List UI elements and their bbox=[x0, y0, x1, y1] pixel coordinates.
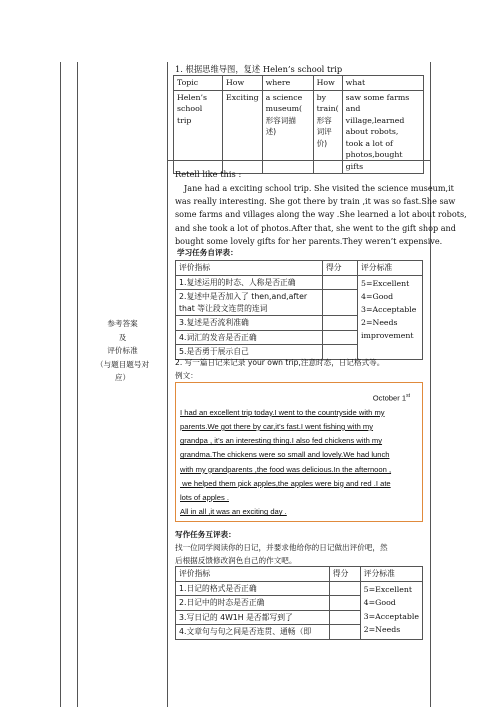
frame-left-line bbox=[60, 62, 61, 707]
mindmap-cell-where: a science museum( 形容词描 述) bbox=[262, 90, 313, 174]
essay-line: I had an excellent trip today.I went to the countryside with my bbox=[180, 407, 385, 417]
self-eval-row: 3.复述是否流利准确 bbox=[176, 316, 423, 331]
essay-line: we helped them pick apples,the apples were big and red .I ate bbox=[180, 478, 391, 488]
mindmap-cell-what: saw some farms and village,learned about robots, took a lot of photos,bought gifts bbox=[342, 90, 423, 174]
frame-col2-line bbox=[167, 62, 168, 707]
score-cell[interactable] bbox=[323, 316, 358, 331]
frame-right-line bbox=[430, 62, 431, 707]
peer-eval-row: 2.日记中的时态是否正确 bbox=[176, 596, 423, 611]
peer-eval-title: 写作任务互评表： bbox=[175, 530, 236, 539]
essay-line: parents.We got there by car,it’s fast.I went fishing with my bbox=[180, 421, 374, 431]
section2-heading: 2. 写一篇日记来记录 your own trip,注意时态，日记格式等。 bbox=[175, 358, 385, 367]
score-cell[interactable] bbox=[329, 625, 360, 640]
mindmap-cell-topic: Helen’s school trip bbox=[174, 90, 223, 174]
essay-date: October 1st bbox=[372, 393, 410, 403]
score-cell[interactable] bbox=[323, 290, 358, 316]
retell-paragraph: Jane had a exciting school trip. She visited the science museum,it was really interesting. She got there by train ,it was so fast.She saw some farms and villages along the way .She learned a lot about robots, and she took a lot of photos.After that, she went to the gift shop and bought some lovely gifts for her parents.They weren’t expensive. bbox=[175, 183, 467, 246]
score-cell[interactable] bbox=[323, 330, 358, 345]
table-header: 评分标准 bbox=[360, 567, 422, 582]
self-eval-row: 5.是否勇于展示自己 bbox=[176, 345, 423, 360]
retell-label: Retell like this : bbox=[175, 169, 242, 179]
table-header: 评价指标 bbox=[176, 567, 330, 582]
table-header: 评价指标 bbox=[176, 261, 323, 276]
table-header: 得分 bbox=[323, 261, 358, 276]
table-header: 得分 bbox=[329, 567, 360, 582]
criteria-cell: 5=Excellent 4=Good 3=Acceptable 2=Needs bbox=[360, 581, 422, 639]
score-cell[interactable] bbox=[329, 596, 360, 611]
frame-col1-line bbox=[77, 62, 78, 707]
self-eval-header-row bbox=[176, 261, 423, 276]
self-eval-table bbox=[175, 260, 423, 360]
essay-line: All in all ,it was an exciting day . bbox=[180, 507, 287, 517]
mindmap-content-row bbox=[174, 90, 424, 174]
mindmap-header: How bbox=[313, 76, 342, 91]
essay-line: grandpa , it’s an interesting thing.I also fed chickens with my bbox=[180, 436, 383, 446]
self-eval-row: 1.复述运用的时态、人称是否正确 5=Excellent 4=Good 3=Acceptable 2=Needs improvement bbox=[176, 275, 423, 290]
mindmap-cell-how: Exciting bbox=[223, 90, 263, 174]
peer-eval-intro: 找一位同学阅读你的日记，并要求他给你的日记做出评价吧，然 后根据反馈修改润色自己的作文吧。 bbox=[175, 543, 388, 565]
answer-key-label: 参考答案 及 评价标准 （与题目题号对 应） bbox=[95, 319, 150, 382]
mindmap-table bbox=[173, 75, 424, 174]
example-label: 例文： bbox=[175, 371, 198, 380]
essay-line: grandma.The chickens were so small and lovely.We had lunch bbox=[180, 450, 390, 460]
table-header: 评分标准 bbox=[358, 261, 423, 276]
mindmap-header: what bbox=[342, 76, 423, 91]
section1-heading: 1. 根据思维导图，复述 Helen’s school trip bbox=[175, 64, 343, 74]
score-cell[interactable] bbox=[323, 275, 358, 290]
peer-eval-row: 4.文章句与句之间是否连贯、通畅（即 bbox=[176, 625, 423, 640]
essay-line: with my grandparents ,the food was delicious.In the afternoon , bbox=[180, 464, 392, 474]
peer-eval-header-row bbox=[176, 567, 423, 582]
example-essay-box bbox=[175, 382, 423, 522]
self-eval-row: 4.词汇的发音是否正确 bbox=[176, 330, 423, 345]
score-cell[interactable] bbox=[329, 581, 360, 596]
essay-line: lots of apples . bbox=[180, 492, 229, 502]
mindmap-header: where bbox=[262, 76, 313, 91]
score-cell[interactable] bbox=[329, 610, 360, 625]
mindmap-header: Topic bbox=[174, 76, 223, 91]
mindmap-header: How bbox=[223, 76, 263, 91]
mindmap-cell-transport: by train( 形容 词评 价) bbox=[313, 90, 342, 174]
self-eval-row: 2.复述中是否加入了 then,and,after that 等让段文连贯的连词 bbox=[176, 290, 423, 316]
self-eval-title: 学习任务自评表： bbox=[177, 248, 238, 257]
peer-eval-table bbox=[175, 566, 423, 640]
mindmap-header-row bbox=[174, 76, 424, 91]
peer-eval-row: 3.写日记的 4W1H 是否都写到了 bbox=[176, 610, 423, 625]
criteria-cell: 5=Excellent 4=Good 3=Acceptable 2=Needs improvement bbox=[358, 275, 423, 359]
peer-eval-row: 1.日记的格式是否正确 5=Excellent 4=Good 3=Acceptable 2=Needs bbox=[176, 581, 423, 596]
